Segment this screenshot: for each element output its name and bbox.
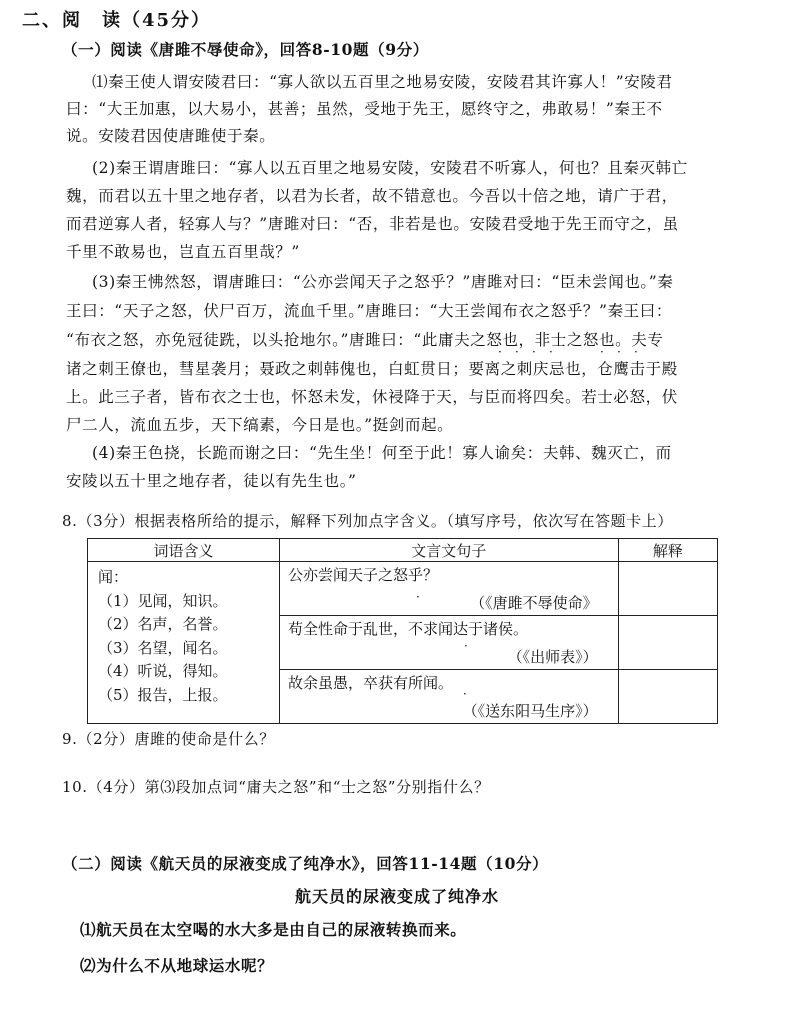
sentence-text: 公亦尝闻天子之怒乎？ — [287, 566, 438, 584]
meaning-item: （3）名望，闻名。 — [98, 638, 228, 657]
meaning-item: （1）见闻，知识。 — [98, 591, 228, 610]
meaning-item: （2）名声，名誉。 — [98, 615, 228, 633]
sentence-cell — [279, 616, 618, 670]
emphasis-dot: · — [463, 687, 467, 701]
vocab-table — [87, 538, 718, 724]
passage-line: 曰：“大王加惠，以大易小，甚善；虽然，受地于先王，愿终守之，弗敢易！”秦王不 — [66, 100, 663, 118]
table-row — [88, 562, 718, 616]
section-title: 二、阅 读（45分） — [22, 10, 212, 31]
passage-line: 说。安陵君因使唐雎使于秦。 — [66, 127, 276, 145]
sentence-source: （《送东阳马生序》） — [462, 702, 598, 720]
passage-line: (4)秦王色挠，长跪而谢之曰：“先生坐！何至于此！寡人谕矣：夫韩、魏灭亡，而 — [92, 444, 672, 462]
header-sentence: 文言文句子 — [279, 539, 618, 562]
part2-heading: （二）阅读《航天员的尿液变成了纯净水》，回答11-14题（10分） — [62, 854, 549, 873]
meaning-item: （5）报告，上报。 — [98, 685, 228, 704]
passage-line: 王曰：“天子之怒，伏尸百万，流血千里。”唐雎曰：“大王尝闻布衣之怒乎？”秦王曰： — [66, 302, 672, 320]
meaning-list — [88, 562, 280, 724]
answer-cell[interactable] — [618, 562, 717, 616]
emphasis-dot: · — [498, 345, 502, 359]
sentence-cell — [279, 562, 618, 616]
emphasis-dot: · — [532, 345, 536, 359]
sentence-source: （《唐雎不辱使命》 — [470, 594, 598, 612]
passage-line: 千里不敢易也，岂直五百里哉？” — [66, 243, 300, 261]
header-answer: 解释 — [618, 539, 717, 562]
passage-line: 尸二人，流血五步，天下缟素，今日是也。”挺剑而起。 — [66, 416, 454, 434]
emphasis-dot: · — [416, 590, 420, 604]
passage-line: ⑴秦王使人谓安陵君曰：“寡人欲以五百里之地易安陵，安陵君其许寡人！”安陵君 — [92, 73, 673, 91]
article-title: 航天员的尿液变成了纯净水 — [294, 887, 499, 906]
question-9: 9.（2分）唐雎的使命是什么？ — [62, 730, 275, 748]
passage-line: 安陵以五十里之地存者，徒以有先生也。” — [66, 472, 357, 490]
question-10: 10.（4分）第⑶段加点词“庸夫之怒”和“士之怒”分别指什么？ — [62, 778, 490, 796]
passage-line: 而君逆寡人者，轻寡人与？”唐雎对曰：“否，非若是也。安陵君受地于先王而守之，虽 — [66, 215, 679, 233]
emphasis-dot: · — [634, 345, 638, 359]
passage-line: 魏，而君以五十里之地存者，以君为长者，故不错意也。今吾以十倍之地，请广于君， — [66, 187, 678, 205]
emphasis-dot: · — [600, 345, 604, 359]
sentence-text: 故余虽愚，卒获有所闻。 — [287, 674, 453, 692]
header-meaning: 词语含义 — [88, 539, 280, 562]
question-8-prompt: 8.（3分）根据表格所给的提示，解释下列加点字含义。（填写序号，依次写在答题卡上） — [62, 512, 673, 530]
article-line: ⑴航天员在太空喝的水大多是由自己的尿液转换而来。 — [80, 920, 467, 939]
emphasis-dot: · — [464, 639, 468, 653]
sentence-text: 苟全性命于乱世，不求闻达于诸侯。 — [287, 620, 528, 638]
emphasis-dot: · — [549, 345, 553, 359]
passage-line: 上。此三子者，皆布衣之士也，怀怒未发，休祲降于天，与臣而将四矣。若士必怒，伏 — [66, 388, 678, 406]
answer-cell[interactable] — [618, 616, 717, 670]
article-line: ⑵为什么不从地球运水呢？ — [80, 956, 274, 975]
emphasis-dot: · — [617, 345, 621, 359]
part1-heading: （一）阅读《唐雎不辱使命》，回答8-10题（9分） — [62, 40, 429, 59]
meaning-item: 闻： — [98, 568, 129, 586]
passage-line: (3)秦王怫然怒，谓唐雎曰：“公亦尝闻天子之怒乎？”唐雎对曰：“臣未尝闻也。”秦 — [92, 273, 674, 291]
meaning-item: （4）听说，得知。 — [98, 662, 228, 680]
passage-line: (2)秦王谓唐雎曰：“寡人以五百里之地易安陵，安陵君不听寡人，何也？且秦灭韩亡 — [92, 159, 688, 177]
sentence-cell — [279, 670, 618, 724]
table-header-row — [88, 539, 718, 562]
answer-cell[interactable] — [618, 670, 717, 724]
passage-line: 诸之刺王僚也，彗星袭月；聂政之刺韩傀也，白虹贯日；要离之刺庆忌也，仓鹰击于殿 — [66, 360, 678, 378]
passage-line: “布衣之怒，亦免冠徒跣，以头抢地尔。”唐雎曰：“此庸夫之怒也，非士之怒也。夫专 — [66, 331, 664, 349]
sentence-source: （《出师表》） — [507, 648, 598, 666]
emphasis-dot: · — [515, 345, 519, 359]
